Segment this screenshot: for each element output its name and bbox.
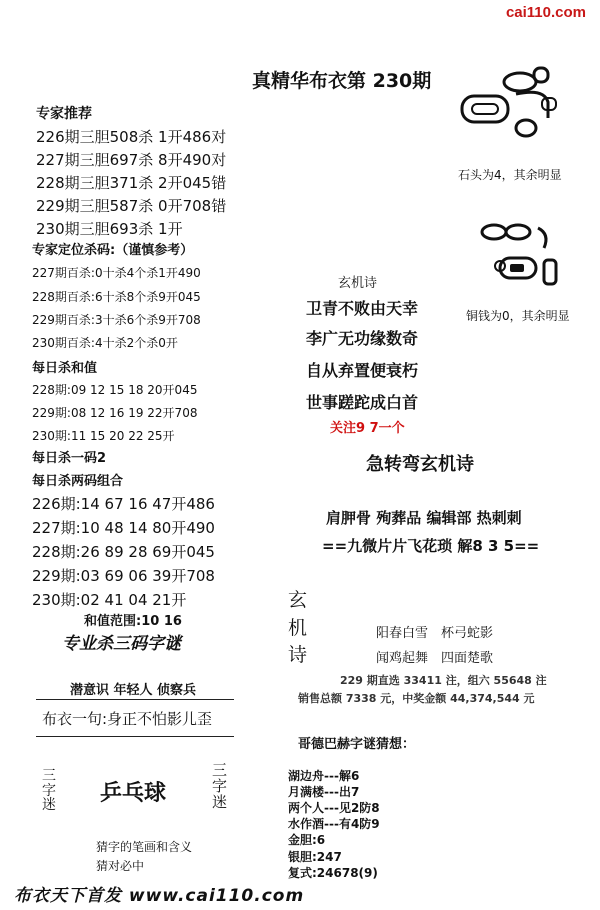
stone-note: 石头为4，其余明显 <box>458 168 562 182</box>
sum-kill-heading: 每日杀和值 <box>32 361 98 376</box>
xuan-ji-shi-label: 玄 机 诗 <box>288 589 308 667</box>
page-title: 真精华布衣第 230期 <box>252 70 432 92</box>
position-kill-item: 230期百杀:4十杀2个杀0开 <box>32 336 178 350</box>
goethe-item: 两个人---见2防8 <box>288 801 380 815</box>
position-kill-item: 228期百杀:6十杀8个杀9开045 <box>32 290 201 304</box>
nine-line: ==九微片片飞花琐 解8 3 5== <box>322 537 540 555</box>
stats-line: 229 期直选 33411 注，组六 55648 注 <box>340 674 547 687</box>
stats-line: 销售总额 7338 元，中奖金额 44,374,544 元 <box>298 692 535 705</box>
xuan-ji-shi-row: 闻鸡起舞 四面楚歌 <box>376 651 494 666</box>
goethe-item: 金胆:6 <box>288 833 326 847</box>
riddle-words: 潜意识 年轻人 侦察兵 <box>70 683 197 698</box>
expert-item: 226期三胆508杀 1开486对 <box>36 128 227 146</box>
riddle-left-label: 三 字 迷 <box>42 768 56 814</box>
site-logo[interactable]: cai110.com <box>505 4 586 21</box>
stone-drawing <box>458 62 568 158</box>
xuan-ji-shi-row: 阳春白雪 杯弓蛇影 <box>376 626 494 641</box>
two-code-item: 226期:14 67 16 47开486 <box>32 495 215 513</box>
coin-picture <box>478 214 570 300</box>
turn-poem-title: 急转弯玄机诗 <box>366 454 474 475</box>
sum-kill-item: 230期:11 15 20 22 25开 <box>32 429 175 443</box>
stone-picture <box>458 62 568 158</box>
buyi-sentence: 布衣一句:身正不怕影儿歪 <box>42 710 213 728</box>
position-kill-item: 227期百杀:0十杀4个杀1开490 <box>32 266 201 280</box>
position-kill-heading: 专家定位杀码:（谨慎参考） <box>32 243 194 258</box>
divider <box>36 699 234 700</box>
mystic-poem-line: 卫青不败由天幸 <box>306 299 419 318</box>
two-code-item: 229期:03 69 06 39开708 <box>32 567 215 585</box>
two-code-item: 230期:02 41 04 21开 <box>32 591 187 609</box>
expert-heading: 专家推荐 <box>36 106 92 122</box>
goethe-item: 银胆:247 <box>288 850 342 864</box>
guess-note: 猜字的笔画和含义 <box>96 840 193 854</box>
goethe-item: 复式:24678(9) <box>288 866 378 880</box>
expert-item: 230期三胆693杀 1开 <box>36 220 183 238</box>
goethe-item: 湖边舟---解6 <box>288 769 360 783</box>
riddle-title: 专业杀三码字谜 <box>62 634 181 654</box>
two-code-item: 228期:26 89 28 69开045 <box>32 543 215 561</box>
attention-note: 关注9 7一个 <box>330 421 405 436</box>
expert-item: 227期三胆697杀 8开490对 <box>36 151 227 169</box>
words-line: 肩胛骨 殉葬品 编辑部 热刺刺 <box>326 509 522 527</box>
divider <box>36 736 234 737</box>
mystic-poem-heading: 玄机诗 <box>338 276 378 291</box>
expert-item: 229期三胆587杀 0开708错 <box>36 197 227 215</box>
riddle-right-label: 三 字 迷 <box>212 761 228 811</box>
mystic-poem-line: 李广无功缘数奇 <box>306 329 419 348</box>
sum-kill-item: 229期:08 12 16 19 22开708 <box>32 406 198 420</box>
riddle-answer: 乒乓球 <box>100 781 167 806</box>
coin-note: 铜钱为0，其余明显 <box>466 309 570 323</box>
kill-one-code: 每日杀一码2 <box>32 451 107 466</box>
two-code-heading: 每日杀两码组合 <box>32 474 124 489</box>
goethe-item: 月满楼---出7 <box>288 785 360 799</box>
expert-item: 228期三胆371杀 2开045错 <box>36 174 227 192</box>
two-code-item: 227期:10 48 14 80开490 <box>32 519 215 537</box>
mystic-poem-line: 自从弃置便衰朽 <box>306 361 419 380</box>
footer-site-link[interactable]: 布衣天下首发 www.cai110.com <box>14 886 305 906</box>
sum-kill-item: 228期:09 12 15 18 20开045 <box>32 383 198 397</box>
goethe-item: 水作酒---有4防9 <box>288 817 380 831</box>
sum-range: 和值范围:10 16 <box>84 614 182 629</box>
position-kill-item: 229期百杀:3十杀6个杀9开708 <box>32 313 201 327</box>
goethe-heading: 哥德巴赫字谜猜想： <box>298 737 416 752</box>
mystic-poem-line: 世事蹉跎成白首 <box>306 393 419 412</box>
guess-note: 猜对必中 <box>96 859 145 873</box>
coin-drawing <box>478 214 570 300</box>
